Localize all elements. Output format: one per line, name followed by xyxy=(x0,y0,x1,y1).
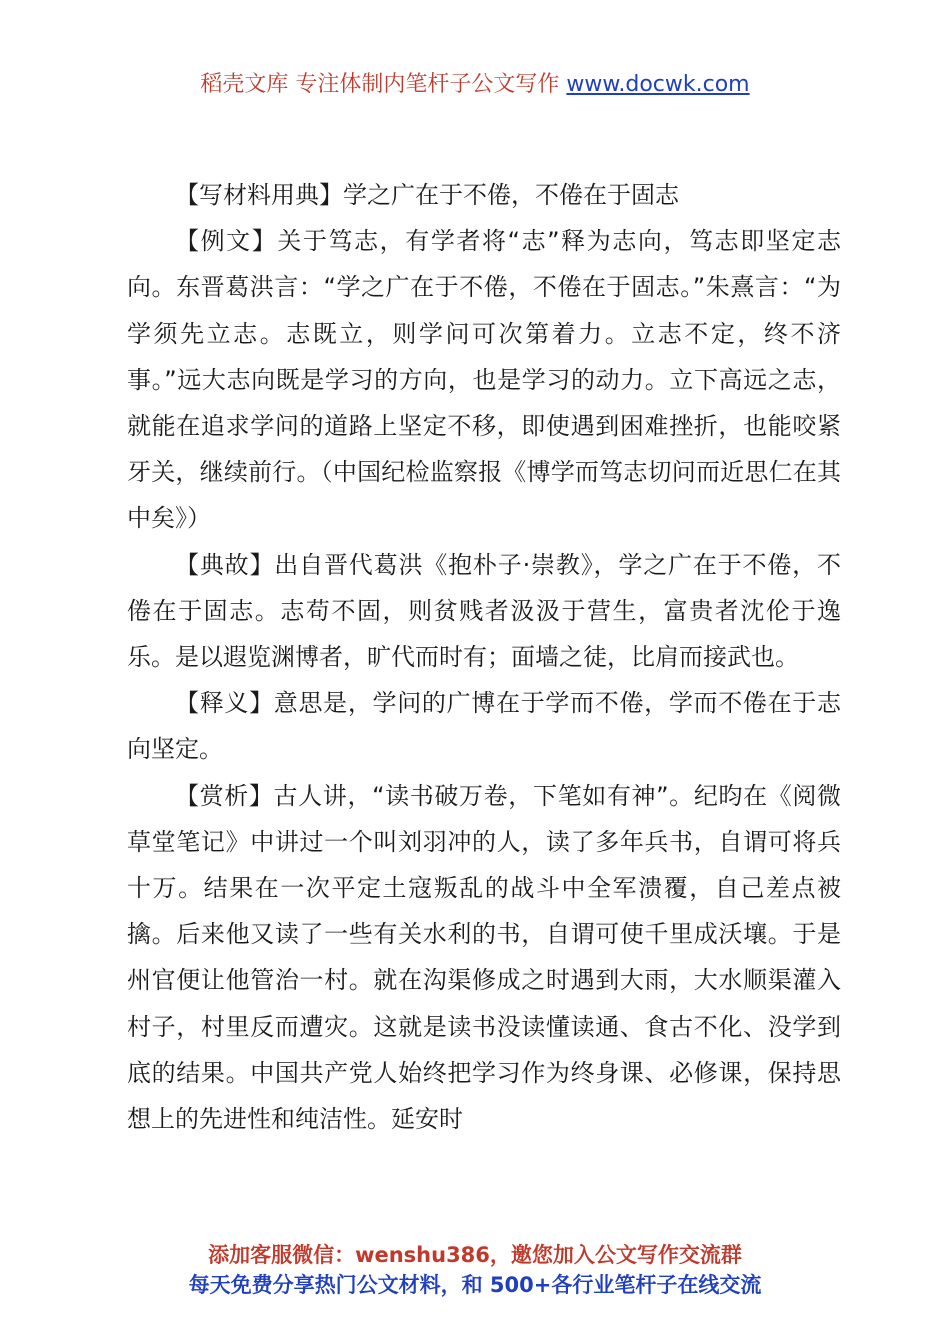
footer-prefix: 添加客服微信： xyxy=(208,1243,356,1267)
paragraph-example: 【例文】关于笃志，有学者将“志”释为志向，笃志即坚定志向。东晋葛洪言：“学之广在于不倦，不倦在于固志。”朱熹言：“为学须先立志。志既立，则学问可次第着力。立志不定，终不济事。”远大志向既是学习的方向，也是学习的动力。立下高远之志，就能在追求学问的道路上坚定不移，即使遇到困难挫折，也能咬紧牙关，继续前行。（中国纪检监察报《博学而笃志切问而近思仁在其中矣》） xyxy=(127,227,841,533)
paragraph-title: 【写材料用典】学之广在于不倦，不倦在于固志 xyxy=(175,181,679,209)
page-footer xyxy=(0,1240,950,1300)
footer-suffix: ，邀您加入公文写作交流群 xyxy=(489,1243,742,1267)
paragraph-allusion: 【典故】出自晋代葛洪《抱朴子·崇教》，学之广在于不倦，不倦在于固志。志苟不固，则贫贱者汲汲于营生，富贵者沈伦于逸乐。是以遐览渊博者，旷代而时有；面墙之徒，比肩而接武也。 xyxy=(127,550,841,672)
footer-promo-line: 每天免费分享热门公文材料，和 500+各行业笔杆子在线交流 xyxy=(188,1273,762,1297)
footer-contact-line xyxy=(0,1240,950,1270)
paragraph-appreciation: 【赏析】古人讲，“读书破万卷，下笔如有神”。纪昀在《阅微草堂笔记》中讲过一个叫刘羽冲的人，读了多年兵书，自谓可将兵十万。结果在一次平定土寇叛乱的战斗中全军溃覆，自己差点被擒。后来他又读了一些有关水利的书，自谓可使千里成沃壤。于是州官便让他管治一村。就在沟渠修成之时遇到大雨，大水顺渠灌入村子，村里反而遭灾。这就是读书没读懂读通、食古不化、没学到底的结果。中国共产党人始终把学习作为终身课、必修课，保持思想上的先进性和纯洁性。延安时 xyxy=(127,781,841,1134)
wechat-id: wenshu386 xyxy=(355,1243,490,1267)
site-link[interactable]: www.docwk.com xyxy=(566,72,750,97)
page-header xyxy=(0,70,950,100)
brand-text: 稻壳文库 专注体制内笔杆子公文写作 xyxy=(200,72,567,97)
paragraph-meaning: 【释义】意思是，学问的广博在于学而不倦，学而不倦在于志向坚定。 xyxy=(127,689,841,764)
document-body xyxy=(127,172,841,1142)
